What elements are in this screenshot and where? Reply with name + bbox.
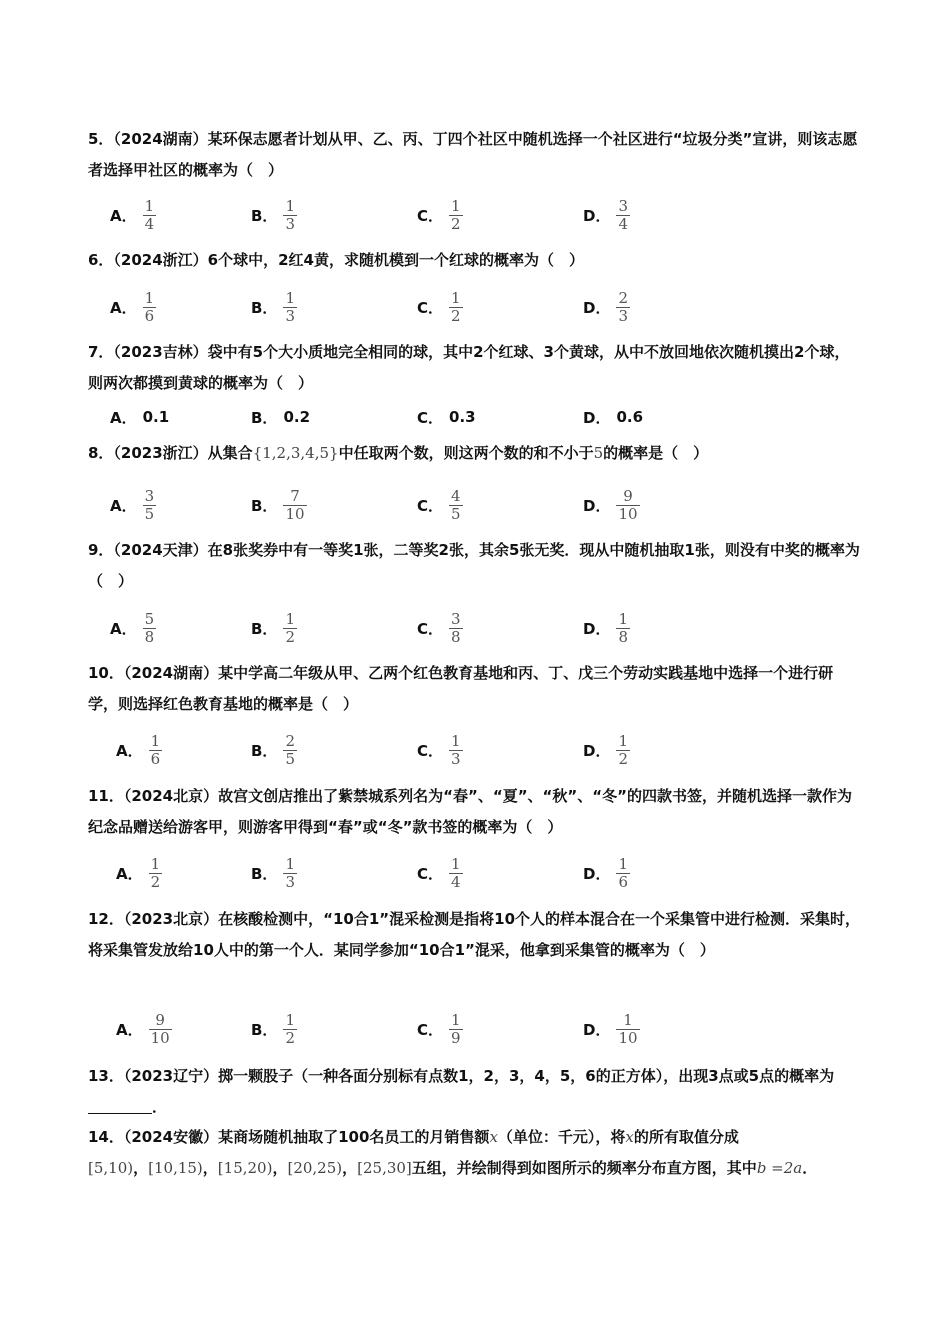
fraction: $\frac{3}{8}$ (451, 609, 461, 646)
question-stem: 10．（2024湖南）某中学高二年级从甲、乙两个红色教育基地和丙、丁、戊三个劳动实践基地中选择一个进行研学，则选择红色教育基地的概率是（ ） (88, 664, 834, 713)
option-b: B． $\frac{1}{2}$ (251, 609, 295, 646)
fraction: $\frac{1}{8}$ (618, 609, 628, 646)
fraction: $\frac{1}{3}$ (285, 288, 295, 325)
option-c: C． $\frac{4}{5}$ (417, 486, 461, 523)
option-c: C． $\frac{1}{3}$ (417, 731, 461, 768)
fraction: $\frac{2}{3}$ (618, 288, 628, 325)
question-11 (88, 781, 863, 843)
interval: [20,25) (287, 1159, 343, 1177)
option-a: A． $\frac{1}{2}$ (116, 854, 161, 891)
option-a: A． $\frac{1}{6}$ (110, 288, 155, 325)
fraction: $\frac{9}{10}$ (618, 486, 638, 523)
question-stem: 7．（2023吉林）袋中有5个大小质地完全相同的球，其中2个红球、3个黄球，从中不放回地依次随机摸出2个球，则两次都摸到黄球的概率为（ ） (88, 343, 850, 392)
fraction: $\frac{1}{2}$ (285, 1010, 295, 1047)
fraction: $\frac{9}{10}$ (150, 1010, 170, 1047)
option-b: B． $\frac{7}{10}$ (251, 486, 305, 523)
number-five: 5 (593, 444, 604, 462)
fraction: $\frac{1}{6}$ (618, 854, 628, 891)
option-c: C． $\frac{1}{2}$ (417, 196, 461, 233)
option-b: B． $\frac{1}{3}$ (251, 196, 295, 233)
question-9-options (88, 605, 863, 651)
option-d: D． $\frac{2}{3}$ (583, 288, 628, 325)
question-13 (88, 1061, 863, 1123)
fraction: $\frac{3}{4}$ (618, 196, 628, 233)
question-stem: 8．（2023浙江）从集合{1,2,3,4,5}中任取两个数，则这两个数的和不小于5的概率是（ ） (88, 444, 709, 462)
fraction: $\frac{5}{8}$ (144, 609, 155, 646)
fraction: $\frac{1}{2}$ (451, 196, 461, 233)
question-stem: 14．（2024安徽）某商场随机抽取了100名员工的月销售额x（单位：千元），将x的所有取值分成 [5,10)，[10,15)，[15,20)，[20,25)，[25,30]五组，并绘制得到如图所示的频率分布直方图，其中b =2a． (88, 1128, 818, 1177)
fraction: $\frac{1}{2}$ (285, 609, 295, 646)
question-stem: 11．（2024北京）故宫文创店推出了紫禁城系列名为“春”、“夏”、“秋”、“冬”的四款书签，并随机选择一款作为纪念品赠送给游客甲，则游客甲得到“春”或“冬”款书签的概率为（ ） (88, 787, 852, 836)
equation: b =2a (756, 1159, 803, 1177)
question-8-options (88, 482, 863, 528)
question-6-options (88, 284, 863, 330)
question-14 (88, 1122, 863, 1184)
option-b: B． 0.2 (251, 408, 311, 427)
question-12-options (88, 1006, 863, 1052)
fraction: $\frac{2}{5}$ (285, 731, 295, 768)
option-c: C． $\frac{3}{8}$ (417, 609, 461, 646)
option-c: C． $\frac{1}{4}$ (417, 854, 461, 891)
question-9 (88, 535, 863, 597)
option-b: B． $\frac{1}{3}$ (251, 854, 295, 891)
option-a: A． $\frac{1}{6}$ (116, 731, 161, 768)
question-6 (88, 245, 863, 276)
option-a: A． 0.1 (110, 408, 170, 427)
interval: [25,30] (357, 1159, 412, 1177)
option-d: D． $\frac{1}{6}$ (583, 854, 628, 891)
question-8 (88, 438, 863, 469)
fraction: $\frac{1}{2}$ (150, 854, 161, 891)
option-b: B． $\frac{1}{3}$ (251, 288, 295, 325)
option-a: A． $\frac{5}{8}$ (110, 609, 155, 646)
fraction: $\frac{3}{5}$ (144, 486, 155, 523)
set-expression: {1,2,3,4,5} (252, 444, 339, 462)
question-7 (88, 337, 863, 399)
question-stem: 6．（2024浙江）6个球中，2红4黄，求随机模到一个红球的概率为（ ） (88, 251, 584, 269)
question-stem: 13．（2023辽宁）掷一颗股子（一种各面分别标有点数1，2，3，4，5，6的正方体），出现3点或5点的概率为． (88, 1067, 835, 1116)
fraction: $\frac{1}{4}$ (451, 854, 461, 891)
option-b: B． $\frac{2}{5}$ (251, 731, 295, 768)
option-d: D． 0.6 (583, 408, 644, 427)
option-c: C． $\frac{1}{9}$ (417, 1010, 461, 1047)
answer-blank[interactable] (88, 1097, 152, 1114)
option-c: C． 0.3 (417, 408, 476, 427)
fraction: $\frac{1}{3}$ (451, 731, 461, 768)
variable-x: x (625, 1128, 634, 1146)
question-stem: 12．（2023北京）在核酸检测中，“10合1”混采检测是指将10个人的样本混合在一个采集管中进行检测．采集时，将采集管发放给10人中的第一个人．某同学参加“10合1”混采，他拿到采集管的概率为（ ） (88, 910, 861, 959)
question-11-options (88, 850, 863, 896)
interval: [10,15) (148, 1159, 203, 1177)
question-12 (88, 904, 863, 966)
fraction: $\frac{4}{5}$ (451, 486, 461, 523)
interval: [15,20) (217, 1159, 273, 1177)
question-5 (88, 124, 863, 186)
option-d: D． $\frac{1}{10}$ (583, 1010, 638, 1047)
fraction: $\frac{1}{2}$ (451, 288, 461, 325)
option-d: D． $\frac{3}{4}$ (583, 196, 628, 233)
option-a: A． $\frac{3}{5}$ (110, 486, 155, 523)
variable-x: x (489, 1128, 498, 1146)
option-d: D． $\frac{1}{8}$ (583, 609, 628, 646)
question-10-options (88, 727, 863, 773)
question-5-options (88, 192, 863, 238)
option-c: C． $\frac{1}{2}$ (417, 288, 461, 325)
fraction: $\frac{1}{3}$ (285, 196, 295, 233)
option-a: A． $\frac{9}{10}$ (116, 1010, 170, 1047)
question-10 (88, 658, 863, 720)
fraction: $\frac{1}{9}$ (451, 1010, 461, 1047)
fraction: $\frac{1}{6}$ (150, 731, 161, 768)
fraction: $\frac{1}{4}$ (144, 196, 155, 233)
fraction: $\frac{1}{6}$ (144, 288, 155, 325)
fraction: $\frac{1}{10}$ (618, 1010, 638, 1047)
interval: [5,10) (88, 1159, 134, 1177)
option-d: D． $\frac{9}{10}$ (583, 486, 638, 523)
question-7-options (88, 394, 863, 440)
fraction: $\frac{1}{3}$ (285, 854, 295, 891)
fraction: $\frac{1}{2}$ (618, 731, 628, 768)
question-stem: 5．（2024湖南）某环保志愿者计划从甲、乙、丙、丁四个社区中随机选择一个社区进行“垃圾分类”宣讲，则该志愿者选择甲社区的概率为（ ） (88, 130, 858, 179)
fraction: $\frac{7}{10}$ (285, 486, 305, 523)
option-d: D． $\frac{1}{2}$ (583, 731, 628, 768)
question-stem: 9．（2024天津）在8张奖券中有一等奖1张，二等奖2张，其余5张无奖．现从中随机抽取1张，则没有中奖的概率为（ ） (88, 541, 860, 590)
option-a: A． $\frac{1}{4}$ (110, 196, 155, 233)
option-b: B． $\frac{1}{2}$ (251, 1010, 295, 1047)
